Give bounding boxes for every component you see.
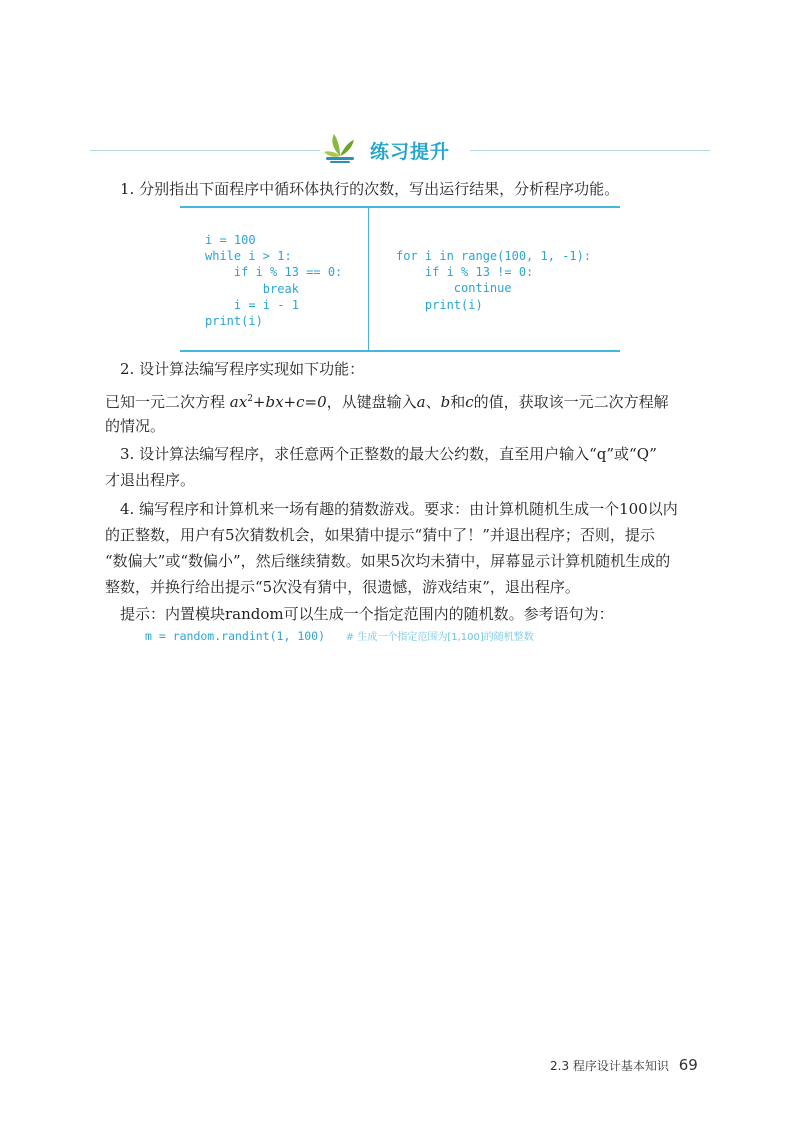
code-table-top-rule (180, 206, 620, 208)
header-rule-right (470, 150, 710, 151)
header-rule-left (90, 150, 320, 151)
code-block-while: i = 100 while i > 1: if i % 13 == 0: break i = i - 1 print(i) (205, 233, 343, 329)
question-4-line-2: 的正整数，用户有5次猜数机会，如果猜中提示“猜中了！”并退出程序；否则，提示 (105, 526, 655, 544)
question-2-line (105, 386, 669, 415)
question-4-line-4: 整数，并换行给出提示“5次没有猜中，很遗憾，游戏结束”，退出程序。 (105, 578, 580, 596)
question-3-line-1: 3. 设计算法编写程序，求任意两个正整数的最大公约数，直至用户输入“q”或“Q” (120, 445, 657, 463)
footer-section: 2.3 程序设计基本知识 (550, 1059, 669, 1073)
hint-code-comment: # 生成一个指定范围为[1,100]的随机整数 (345, 632, 534, 643)
code-table-bottom-rule (180, 350, 620, 352)
hint-code-line (145, 628, 534, 643)
page-footer (550, 1056, 698, 1074)
leaf-logo-icon (322, 132, 358, 164)
code-block-for: for i in range(100, 1, -1): if i % 13 != 0: continue print(i) (396, 249, 592, 312)
equation-rest: +bx+c=0 (252, 393, 327, 411)
q2-text-c: 的值，获取该一元二次方程解 (473, 393, 669, 411)
section-header (90, 130, 710, 170)
code-table-divider (368, 208, 369, 350)
code-table (180, 206, 620, 352)
sep: 、 (425, 393, 441, 411)
q2-text-b: ，从键盘输入 (326, 393, 417, 411)
question-1: 1. 分别指出下面程序中循环体执行的次数，写出运行结果，分析程序功能。 (120, 180, 620, 198)
hint-code: m = random.randint(1, 100) (145, 629, 346, 643)
var-a: a (416, 393, 426, 411)
page-number: 69 (678, 1056, 698, 1074)
question-2-title: 2. 设计算法编写程序实现如下功能： (120, 360, 365, 378)
q2-text-a: 已知一元二次方程 (105, 393, 230, 411)
and-text: 和 (450, 393, 466, 411)
section-title: 练习提升 (370, 141, 451, 163)
question-3-line-2: 才退出程序。 (105, 471, 196, 489)
equation-ax: ax (229, 393, 248, 411)
var-c: c (465, 393, 474, 411)
equation-sup: 2 (247, 394, 253, 404)
question-4-line-3: “数偏大”或“数偏小”，然后继续猜数。如果5次均未猜中，屏幕显示计算机随机生成的 (105, 552, 671, 570)
question-4-hint: 提示：内置模块random可以生成一个指定范围内的随机数。参考语句为： (120, 605, 614, 623)
question-4-line-1: 4. 编写程序和计算机来一场有趣的猜数游戏。要求：由计算机随机生成一个100以内 (120, 500, 678, 518)
var-b: b (440, 393, 451, 411)
question-2-line-end: 的情况。 (105, 417, 166, 435)
